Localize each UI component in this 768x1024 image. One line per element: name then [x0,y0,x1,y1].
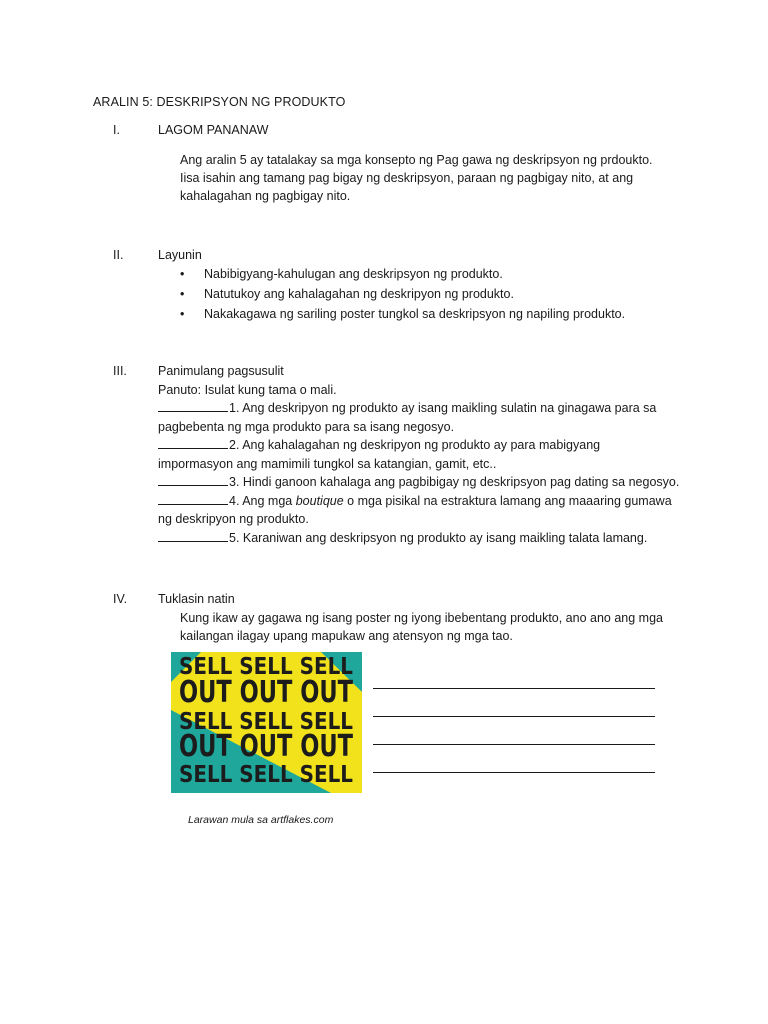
poster-text-row: OUT OUT OUT [179,675,354,710]
section-number-1: I. [113,123,120,137]
answer-blank[interactable] [158,399,228,412]
bullet-icon: • [180,287,185,301]
objectives-list [180,264,625,324]
image-caption: Larawan mula sa artflakes.com [188,814,334,826]
objective-text: Nabibigyang-kahulugan ang deskripsyon ng produkto. [204,267,503,281]
answer-blank[interactable] [158,473,228,486]
section-number-4: IV. [113,592,128,606]
section-1-paragraph: Ang aralin 5 ay tatalakay sa mga konsepto ng Pag gawa ng deskripsyon ng prdoukto. Iisa isahin ang tamang pag bigay ng deskripsyon, paraan ng pagbigay nito, at ang kahalagahan ng pagbigay nito. [180,153,653,203]
answer-lines [373,688,655,800]
section-heading-lagom-pananaw: LAGOM PANANAW [158,123,269,137]
answer-blank[interactable] [158,492,228,505]
quiz-item-4-cont: ng deskripyon ng produkto. [158,512,309,526]
sell-out-poster-image [171,652,362,793]
poster-text-row: OUT OUT OUT [179,729,354,764]
section-4-paragraph: Kung ikaw ay gagawa ng isang poster ng iyong ibebentang produkto, ano ano ang mga kailangan ilagay upang mapukaw ang atensyon ng mga tao. [180,611,663,643]
quiz-item-4 [158,492,678,511]
objective-text: Nakakagawa ng sariling poster tungkol sa deskripsyon ng napiling produkto. [204,307,626,321]
quiz-item-3 [158,473,678,492]
poster-text-row: SELL SELL SELL [179,654,354,680]
quiz-item-text: 2. Ang kahalagahan ng deskripyon ng produkto ay para mabigyang [229,438,601,452]
quiz-item-1 [158,399,678,418]
section-number-3: III. [113,364,127,378]
poster-text-rows [179,654,353,788]
quiz-items [158,399,678,547]
answer-blank[interactable] [158,436,228,449]
answer-line[interactable] [373,716,655,717]
section-heading-panimulang-pagsusulit: Panimulang pagsusulit [158,364,284,378]
quiz-item-1-cont: pagbebenta ng mga produkto para sa isang negosyo. [158,419,455,434]
poster-text-row: SELL SELL SELL [179,709,354,735]
answer-blank[interactable] [158,529,228,542]
quiz-item-text: 4. Ang mga [229,493,296,508]
answer-line[interactable] [373,744,655,745]
bullet-icon: • [180,267,185,281]
document-title: ARALIN 5: DESKRIPSYON NG PRODUKTO [93,95,346,109]
objective-text: Natutukoy ang kahalagahan ng deskripyon ng produkto. [204,287,514,301]
bullet-icon: • [180,307,185,321]
answer-line[interactable] [373,772,655,773]
quiz-item-text: o mga pisikal na estraktura lamang ang maaaring gumawa [343,493,672,508]
section-heading-tuklasin-natin: Tuklasin natin [158,592,235,606]
section-heading-layunin: Layunin [158,248,202,262]
quiz-item-emphasis: boutique [295,493,344,508]
quiz-item-5 [158,529,678,548]
poster-graphic [171,652,362,793]
list-item [180,304,625,324]
quiz-instruction: Panuto: Isulat kung tama o mali. [158,383,337,397]
list-item [180,284,625,304]
list-item [180,264,625,284]
section-number-2: II. [113,248,124,262]
quiz-item-text: 1. Ang deskripyon ng produkto ay isang maikling sulatin na ginagawa para sa [229,401,657,415]
quiz-item-text: 5. Karaniwan ang deskripsyon ng produkto ay isang maikling talata lamang. [229,530,648,545]
quiz-item-2 [158,436,678,455]
answer-line[interactable] [373,688,655,689]
poster-text-row: SELL SELL SELL [179,762,354,788]
quiz-item-2-cont: impormasyon ang mamimili tungkol sa katangian, gamit, etc.. [158,456,497,471]
quiz-item-text: 3. Hindi ganoon kahalaga ang pagbibigay ng deskripsyon pag dating sa negosyo. [229,475,680,489]
